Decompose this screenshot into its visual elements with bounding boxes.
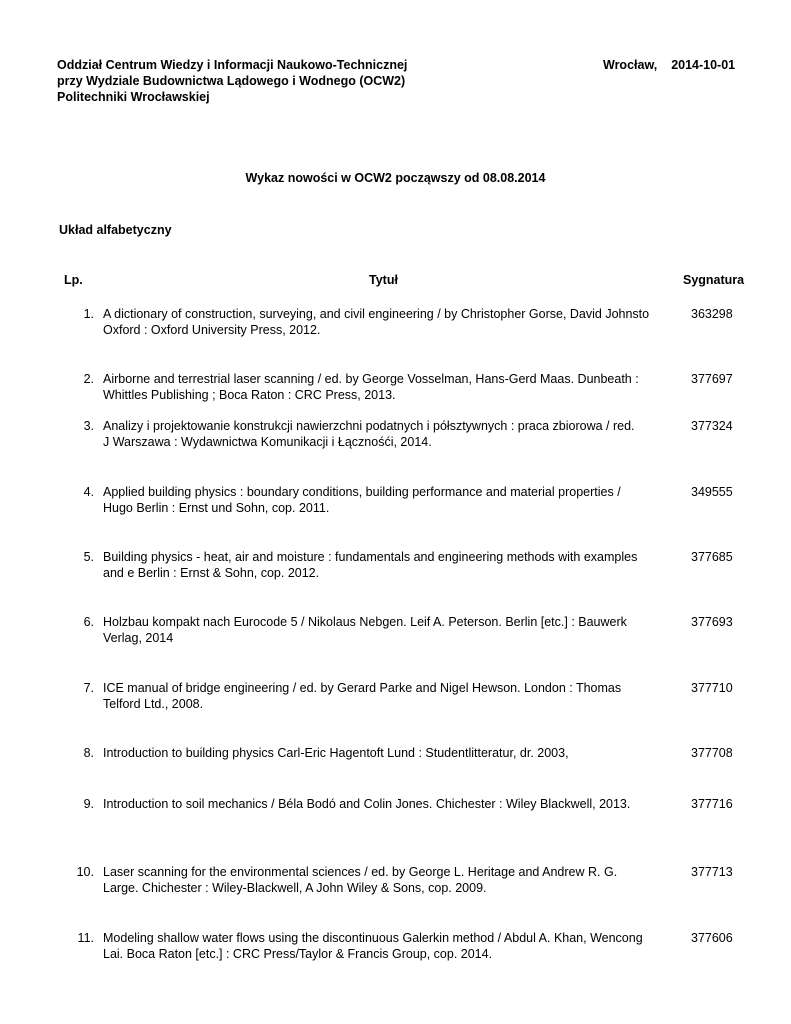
- item-title-line-1: Building physics - heat, air and moisture : fundamentals and engineering methods with examples: [103, 550, 638, 564]
- item-title-line-2: and e Berlin : Ernst & Sohn, cop. 2012.: [103, 565, 320, 580]
- item-number: 5.: [83, 550, 94, 564]
- item-number: 9.: [83, 797, 94, 811]
- item-signature: 377716: [691, 797, 733, 811]
- item-signature: 377708: [691, 746, 733, 760]
- item-title: [103, 865, 673, 896]
- item-number: 7.: [83, 681, 94, 695]
- item-title-line-1: Holzbau kompakt nach Eurocode 5 / Nikolaus Nebgen. Leif A. Peterson. Berlin [etc.] : Bauwerk: [103, 615, 627, 629]
- item-number: 8.: [83, 746, 94, 760]
- item-title: [103, 485, 673, 516]
- item-number: 11.: [77, 931, 94, 945]
- item-title-line-2: Telford Ltd., 2008.: [103, 696, 204, 711]
- item-title-line-1: Analizy i projektowanie konstrukcji nawierzchni podatnych i półsztywnych : praca zbiorowa / red.: [103, 419, 635, 433]
- organization-header: [57, 57, 407, 105]
- item-title: [103, 419, 673, 450]
- item-title-line-1: A dictionary of construction, surveying, and civil engineering / by Christopher Gorse, David Johnsto: [103, 307, 650, 321]
- item-number: 4.: [83, 485, 94, 499]
- item-number: 3.: [83, 419, 94, 433]
- item-title: [103, 372, 673, 403]
- item-signature: 377697: [691, 372, 733, 386]
- item-title: [103, 307, 673, 338]
- date: 2014-10-01: [671, 58, 736, 72]
- item-title-line-2: Lai. Boca Raton [etc.] : CRC Press/Taylor & Francis Group, cop. 2014.: [103, 946, 493, 961]
- order-label: Układ alfabetyczny: [59, 223, 172, 237]
- item-signature: 377324: [691, 419, 733, 433]
- item-title: [103, 681, 673, 712]
- item-title-line-1: Airborne and terrestrial laser scanning / ed. by George Vosselman, Hans-Gerd Maas. Dunbeath :: [103, 372, 639, 386]
- item-title: [103, 931, 673, 962]
- item-number: 6.: [83, 615, 94, 629]
- org-line-3: Politechniki Wrocławskiej: [57, 90, 210, 104]
- item-title-line-1: Introduction to soil mechanics / Béla Bodó and Colin Jones. Chichester : Wiley Blackwell, 2013.: [103, 797, 631, 811]
- item-signature: 377606: [691, 931, 733, 945]
- item-title-line-2: Hugo Berlin : Ernst und Sohn, cop. 2011.: [103, 500, 330, 515]
- item-number: 10.: [76, 865, 94, 879]
- item-title-line-2: J Warszawa : Wydawnictwa Komunikacji i Łącznośći, 2014.: [103, 434, 432, 449]
- item-title-line-1: Applied building physics : boundary conditions, building performance and material properties /: [103, 485, 621, 499]
- item-signature: 377713: [691, 865, 733, 879]
- item-title: [103, 550, 673, 581]
- item-signature: 349555: [691, 485, 733, 499]
- org-line-1: Oddział Centrum Wiedzy i Informacji Naukowo-Technicznej: [57, 58, 408, 72]
- item-signature: 377693: [691, 615, 733, 629]
- column-header-signature: Sygnatura: [683, 273, 745, 287]
- item-title-line-1: Laser scanning for the environmental sciences / ed. by George L. Heritage and Andrew R. G.: [103, 865, 618, 879]
- item-title-line-1: Introduction to building physics Carl-Eric Hagentoft Lund : Studentlitteratur, dr. 2003,: [103, 746, 569, 760]
- place-date: [603, 57, 735, 73]
- item-title-line-2: Oxford : Oxford University Press, 2012.: [103, 322, 321, 337]
- item-title: [103, 746, 673, 762]
- place: Wrocław,: [603, 58, 658, 72]
- item-title: [103, 797, 673, 813]
- item-number: 1.: [83, 307, 94, 321]
- item-signature: 377710: [691, 681, 733, 695]
- item-title-line-2: Whittles Publishing ; Boca Raton : CRC Press, 2013.: [103, 387, 396, 402]
- item-title-line-1: Modeling shallow water flows using the discontinuous Galerkin method / Abdul A. Khan, Wencong: [103, 931, 643, 945]
- item-signature: 363298: [691, 307, 733, 321]
- item-title-line-2: Large. Chichester : Wiley-Blackwell, A John Wiley & Sons, cop. 2009.: [103, 880, 487, 895]
- item-title: [103, 615, 673, 646]
- column-header-title: Tytuł: [369, 273, 398, 287]
- org-line-2: przy Wydziale Budownictwa Lądowego i Wodnego (OCW2): [57, 74, 406, 88]
- item-number: 2.: [83, 372, 94, 386]
- item-title-line-1: ICE manual of bridge engineering / ed. by Gerard Parke and Nigel Hewson. London : Thomas: [103, 681, 622, 695]
- column-header-lp: Lp.: [64, 273, 83, 287]
- document-title: Wykaz nowości w OCW2 począwszy od 08.08.2014: [245, 171, 546, 185]
- item-title-line-2: Verlag, 2014: [103, 630, 174, 645]
- item-signature: 377685: [691, 550, 733, 564]
